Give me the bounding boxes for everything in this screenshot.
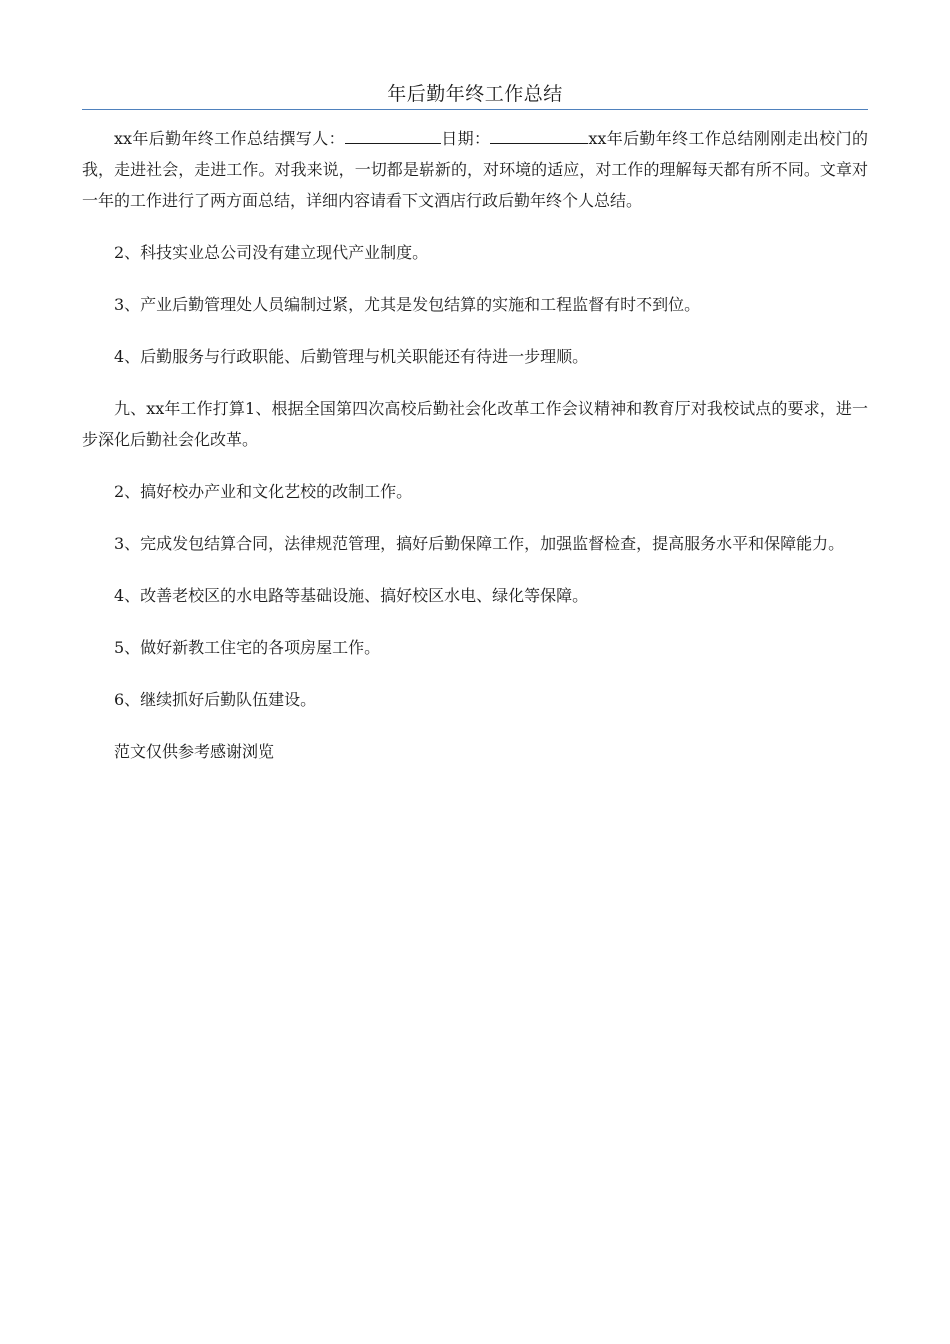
author-blank <box>345 127 441 144</box>
body-paragraph: 6、继续抓好后勤队伍建设。 <box>114 690 317 709</box>
page-header <box>82 80 868 110</box>
body-paragraph: 4、改善老校区的水电路等基础设施、搞好校区水电、绿化等保障。 <box>114 586 589 605</box>
header-rule <box>82 109 868 110</box>
body-paragraph: 5、做好新教工住宅的各项房屋工作。 <box>114 638 381 657</box>
body-paragraph: 3、产业后勤管理处人员编制过紧，尤其是发包结算的实施和工程监督有时不到位。 <box>114 295 701 314</box>
closing-note: 范文仅供参考感谢浏览 <box>114 742 275 761</box>
body-paragraph: 2、搞好校办产业和文化艺校的改制工作。 <box>114 482 413 501</box>
document-title: 年后勤年终工作总结 <box>387 83 563 105</box>
intro-text: xx年后勤年终工作总结刚刚走出校门的我，走进社会，走进工作。对我来说，一切都是崭新的，对环境的适应，对工作的理解每天都有所不同。文章对一年的工作进行了两方面总结，详细内容请看下文酒店行政后勤年终个人总结。 <box>82 129 868 210</box>
body-paragraph: 4、后勤服务与行政职能、后勤管理与机关职能还有待进一步理顺。 <box>114 347 589 366</box>
intro-author-label: xx年后勤年终工作总结撰写人： <box>114 129 345 148</box>
document-body <box>82 123 868 788</box>
body-paragraph: 2、科技实业总公司没有建立现代产业制度。 <box>114 243 429 262</box>
body-paragraph: 3、完成发包结算合同，法律规范管理，搞好后勤保障工作，加强监督检查，提高服务水平和保障能力。 <box>114 534 845 553</box>
body-paragraph: 九、xx年工作打算1、根据全国第四次高校后勤社会化改革工作会议精神和教育厅对我校试点的要求，进一步深化后勤社会化改革。 <box>82 399 868 449</box>
intro-date-label: 日期： <box>440 129 491 148</box>
date-blank <box>490 127 588 144</box>
intro-paragraph <box>82 123 868 216</box>
